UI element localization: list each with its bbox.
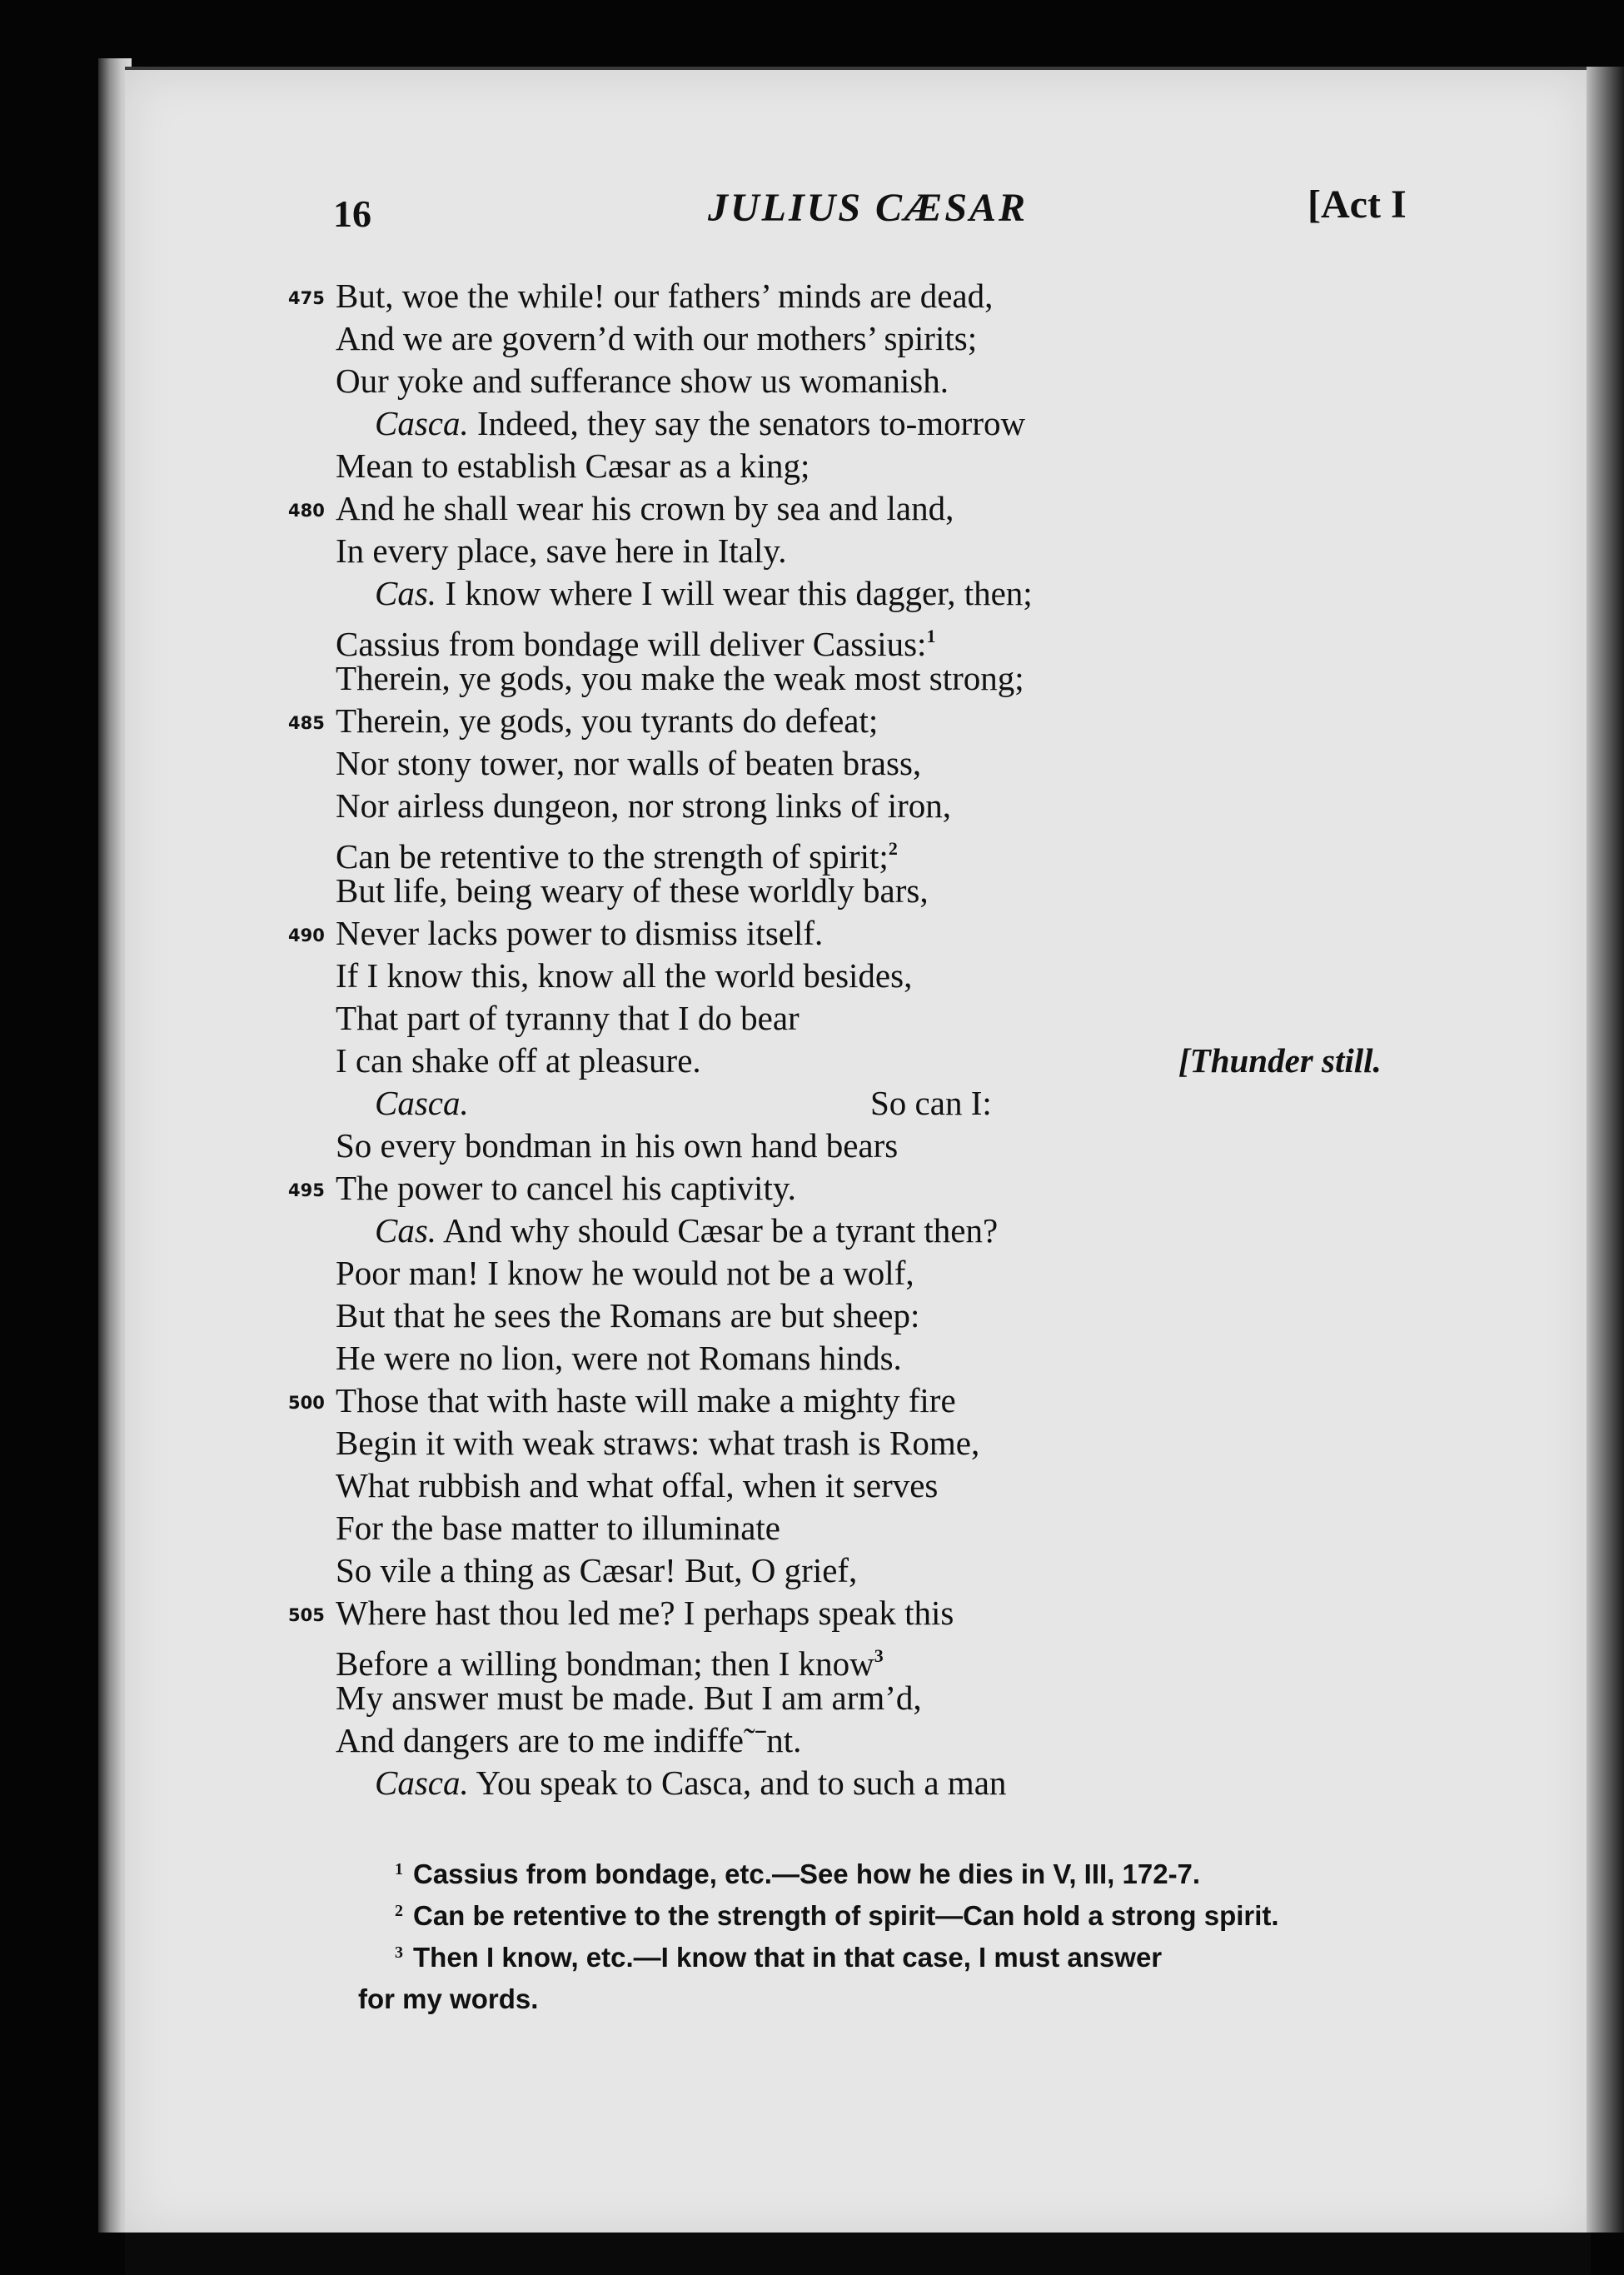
line-text — [336, 742, 921, 785]
line-text — [336, 1592, 954, 1634]
line-body: Cassius from bondage will deliver Cassius: — [336, 625, 927, 663]
line-number: 480 — [288, 501, 325, 521]
line-body: The power to cancel his captivity. — [336, 1169, 796, 1207]
verse-line — [125, 1167, 1591, 1210]
line-text — [336, 1464, 938, 1507]
line-text — [336, 487, 954, 530]
line-number: 485 — [288, 713, 325, 733]
line-text — [375, 572, 1033, 615]
line-body: For the base matter to illuminate — [336, 1509, 781, 1547]
line-body: Indeed, they say the senators to-morrow — [468, 404, 1026, 442]
line-text — [336, 1040, 701, 1082]
line-body: And why should Cæsar be a tyrant then? — [436, 1211, 999, 1250]
verse-line — [125, 1295, 1591, 1337]
verse-line — [125, 402, 1591, 445]
verse-block — [125, 275, 1591, 1804]
verse-line — [125, 955, 1591, 997]
line-text — [336, 530, 786, 572]
line-body: I know where I will wear this dagger, then; — [436, 574, 1033, 612]
verse-line — [125, 1379, 1591, 1422]
footnote — [125, 1895, 1591, 1937]
line-text — [336, 1167, 796, 1210]
line-body: Those that with haste will make a mighty fire — [336, 1381, 956, 1419]
line-body: Never lacks power to dismiss itself. — [336, 914, 824, 952]
verse-line — [125, 1464, 1591, 1507]
verse-line — [125, 1040, 1591, 1082]
footnote-text — [413, 1937, 1162, 1978]
line-body: Our yoke and sufferance show us womanish. — [336, 362, 949, 400]
line-text — [336, 657, 1024, 700]
verse-line — [125, 1762, 1591, 1804]
footnote — [125, 1853, 1591, 1895]
verse-line — [125, 275, 1591, 317]
footnote-reference: 3 — [874, 1645, 884, 1666]
verse-line — [125, 1507, 1591, 1549]
line-body: But, woe the while! our fathers’ minds are dead, — [336, 277, 994, 315]
verse-line — [125, 827, 1591, 876]
line-number: 490 — [288, 925, 325, 945]
verse-line — [125, 1210, 1591, 1252]
verse-line — [125, 700, 1591, 742]
verse-line — [125, 615, 1591, 663]
line-body: Therein, ye gods, you make the weak most strong; — [336, 659, 1024, 697]
verse-line — [125, 317, 1591, 360]
verse-line — [125, 1337, 1591, 1379]
footnote-reference: 1 — [926, 626, 936, 646]
speaker-name: Cas. — [375, 574, 437, 612]
line-body: My answer must be made. But I am arm’d, — [336, 1679, 922, 1717]
line-number: 505 — [288, 1605, 325, 1625]
line-body: Nor airless dungeon, nor strong links of iron, — [336, 786, 952, 825]
page-number: 16 — [333, 192, 371, 235]
line-body: So vile a thing as Cæsar! But, O grief, — [336, 1551, 858, 1589]
verse-line — [125, 657, 1591, 700]
line-body: You speak to Casca, and to such a man — [468, 1764, 1007, 1802]
line-text — [336, 1507, 780, 1549]
running-head — [125, 182, 1591, 240]
line-text — [336, 275, 993, 317]
verse-line — [125, 572, 1591, 615]
act-label: [Act I — [1308, 182, 1407, 227]
speaker-name: Casca. — [375, 1764, 469, 1802]
scan-bottom-border — [125, 2233, 1591, 2275]
footnote-lemma: Then I know, etc. — [413, 1942, 634, 1973]
line-body: Before a willing bondman; then I know — [336, 1644, 874, 1683]
verse-line — [125, 1125, 1591, 1167]
verse-line — [125, 530, 1591, 572]
verse-line — [125, 1422, 1591, 1464]
line-body: Poor man! I know he would not be a wolf, — [336, 1254, 914, 1292]
line-body: But life, being weary of these worldly bars, — [336, 871, 929, 910]
line-number: 475 — [288, 288, 325, 308]
line-body: So every bondman in his own hand bears — [336, 1126, 899, 1165]
line-text — [375, 1082, 469, 1125]
line-body: And we are govern’d with our mothers’ spirits; — [336, 319, 978, 357]
footnote-lemma: Can be retentive to the strength of spirit — [413, 1900, 936, 1931]
footnote-text — [413, 1895, 1279, 1937]
line-text — [375, 402, 1025, 445]
line-body: In every place, save here in Italy. — [336, 531, 787, 570]
line-text — [336, 700, 878, 742]
verse-line — [125, 1677, 1591, 1719]
line-body: Can be retentive to the strength of spirit; — [336, 837, 889, 876]
line-text — [336, 870, 929, 912]
line-text — [336, 317, 977, 360]
speaker-name: Casca. — [375, 404, 469, 442]
page-right-edge — [1587, 67, 1624, 2233]
line-body: Begin it with weak straws: what trash is Rome, — [336, 1424, 980, 1462]
line-body: Therein, ye gods, you tyrants do defeat; — [336, 701, 879, 740]
speaker-name: Casca. — [375, 1084, 469, 1122]
verse-line — [125, 870, 1591, 912]
footnote-gloss: —I know that in that case, I must answer — [633, 1942, 1163, 1973]
stage-direction: [Thunder still. — [1178, 1041, 1382, 1080]
line-number: 500 — [288, 1393, 325, 1413]
line-number: 495 — [288, 1180, 325, 1200]
verse-line — [125, 997, 1591, 1040]
line-text — [336, 1719, 801, 1762]
footnote — [125, 1937, 1591, 1978]
line-body: What rubbish and what offal, when it serves — [336, 1466, 939, 1504]
line-continuation: So can I: — [870, 1084, 992, 1122]
footnote-gloss: —See how he dies in V, III, 172-7. — [771, 1858, 1201, 1889]
verse-line — [125, 1719, 1591, 1762]
line-text — [336, 1422, 979, 1464]
verse-line — [125, 1592, 1591, 1634]
line-body: Mean to establish Cæsar as a king; — [336, 447, 810, 485]
book-title: JULIUS CÆSAR — [708, 186, 1029, 230]
verse-line — [125, 1549, 1591, 1592]
line-text — [336, 1677, 922, 1719]
line-text — [336, 360, 949, 402]
line-text — [336, 1295, 919, 1337]
footnote-reference: 2 — [888, 838, 898, 859]
line-text — [336, 912, 823, 955]
line-text — [336, 1337, 902, 1379]
line-text — [336, 1125, 898, 1167]
footnote — [125, 1978, 1591, 2020]
line-text — [336, 1379, 956, 1422]
speaker-name: Cas. — [375, 1211, 437, 1250]
line-body: That part of tyranny that I do bear — [336, 999, 800, 1037]
verse-line — [125, 1634, 1591, 1683]
verse-line — [125, 742, 1591, 785]
verse-line — [125, 1082, 1591, 1125]
verse-line — [125, 445, 1591, 487]
line-body: I can shake off at pleasure. — [336, 1041, 701, 1080]
line-text — [375, 1762, 1006, 1804]
footnotes-block — [125, 1853, 1591, 2020]
line-body: And he shall wear his crown by sea and land, — [336, 489, 954, 527]
verse-line — [125, 1252, 1591, 1295]
footnote-continuation: for my words. — [358, 1983, 539, 2014]
line-text — [336, 1252, 914, 1295]
footnote-mark: 3 — [395, 1943, 403, 1962]
line-text — [336, 785, 951, 827]
line-body: Where hast thou led me? I perhaps speak this — [336, 1594, 954, 1632]
line-text — [336, 955, 912, 997]
footnote-lemma: Cassius from bondage, etc. — [413, 1858, 772, 1889]
line-text — [336, 445, 810, 487]
line-body: He were no lion, were not Romans hinds. — [336, 1339, 902, 1377]
footnote-mark: 1 — [395, 1860, 403, 1878]
line-text — [375, 1210, 998, 1252]
line-text — [336, 1549, 857, 1592]
line-body: If I know this, know all the world besides, — [336, 956, 913, 995]
line-body: But that he sees the Romans are but sheep: — [336, 1296, 920, 1335]
verse-line — [125, 487, 1591, 530]
line-body: And dangers are to me indiffe˜ˉnt. — [336, 1721, 802, 1759]
footnote-gloss: —Can hold a strong spirit. — [935, 1900, 1279, 1931]
footnote-text — [413, 1853, 1200, 1895]
verse-line — [125, 912, 1591, 955]
verse-line — [125, 360, 1591, 402]
line-body: Nor stony tower, nor walls of beaten brass, — [336, 744, 922, 782]
line-text — [336, 997, 800, 1040]
footnote-mark: 2 — [395, 1902, 403, 1920]
verse-line — [125, 785, 1591, 827]
